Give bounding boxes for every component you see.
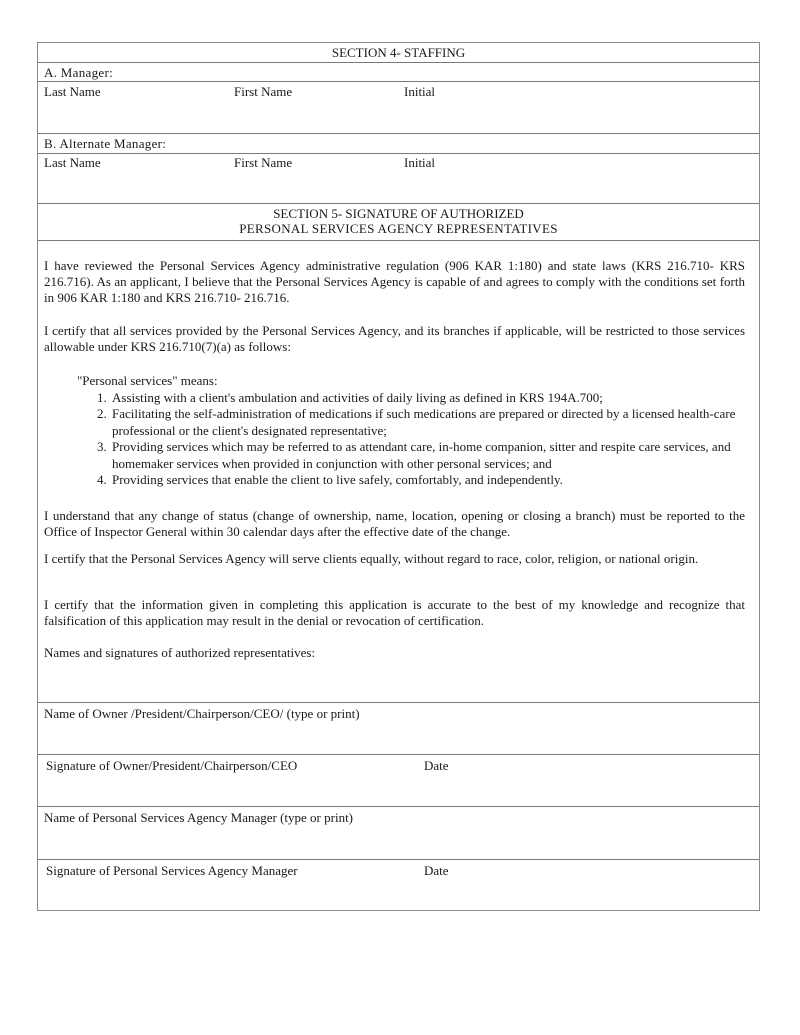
- list-item: 1. Assisting with a client's ambulation and activities of daily living as defined in KRS 194A.700;: [110, 390, 739, 407]
- list-item: 4. Providing services that enable the client to live safely, comfortably, and independently.: [110, 472, 739, 489]
- manager-first-name-label: First Name: [234, 84, 293, 99]
- manager-last-name-label: Last Name: [44, 84, 101, 99]
- manager-label-row: [38, 62, 759, 81]
- section5-body: [38, 240, 759, 702]
- owner-name-label: Name of Owner /President/Chairperson/CEO/ (type or print): [44, 706, 360, 721]
- personal-services-lead: "Personal services" means:: [77, 373, 218, 388]
- manager-name-print-field[interactable]: [38, 806, 759, 859]
- manager-label: A. Manager:: [44, 65, 113, 80]
- owner-name-field[interactable]: [38, 702, 759, 754]
- manager-initial-label: Initial: [404, 84, 436, 99]
- alternate-last-name-label: Last Name: [44, 155, 101, 170]
- paragraph-change-of-status: I understand that any change of status (change of ownership, name, location, opening or closing a branch) must be reported to the Office of Inspector General within 30 calendar days after the effective date of the change.: [44, 508, 745, 539]
- paragraph-accuracy: I certify that the information given in completing this application is accurate to the best of my knowledge and recognize that falsification of this application may result in the denial or revocation of certification.: [44, 597, 745, 628]
- section5-title-line2: PERSONAL SERVICES AGENCY REPRESENTATIVES: [239, 221, 558, 236]
- alternate-manager-label: B. Alternate Manager:: [44, 136, 167, 151]
- section5-title-line1: SECTION 5- SIGNATURE OF AUTHORIZED: [273, 206, 524, 221]
- paragraph-names-signatures: Names and signatures of authorized representatives:: [44, 645, 316, 660]
- section4-title: SECTION 4- STAFFING: [331, 45, 466, 60]
- list-item: 3. Providing services which may be referred to as attendant care, in-home companion, sitter and respite care services, and homemaker services when provided in conjunction with other personal services; and: [110, 439, 739, 472]
- section5-header: [38, 203, 759, 240]
- alternate-manager-label-row: [38, 133, 759, 153]
- alternate-manager-name-field[interactable]: [38, 153, 759, 203]
- list-item: 2. Facilitating the self-administration of medications if such medications are prepared or directed by a licensed health-care professional or the client's designated representative;: [110, 406, 739, 439]
- paragraph-certify-services: I certify that all services provided by the Personal Services Agency, and its branches if applicable, will be restricted to those services allowable under KRS 216.710(7)(a) as follows:: [44, 323, 745, 354]
- alternate-initial-label: Initial: [404, 155, 436, 170]
- section4-header: [38, 43, 759, 62]
- manager-name-field[interactable]: [38, 81, 759, 133]
- staffing-signature-form: [37, 42, 760, 911]
- owner-date-label: Date: [424, 758, 449, 773]
- paragraph-reviewed: I have reviewed the Personal Services Agency administrative regulation (906 KAR 1:180) and state laws (KRS 216.710- KRS 216.716). As an applicant, I believe that the Personal Services Agency is capable of and agrees to comply with the conditions set forth in 906 KAR 1:180 and KRS 216.710- 216.716.: [44, 258, 745, 305]
- manager-date-label: Date: [424, 863, 449, 878]
- alternate-first-name-label: First Name: [234, 155, 293, 170]
- manager-signature-label: Signature of Personal Services Agency Manager: [46, 863, 298, 878]
- personal-services-list: [77, 373, 739, 489]
- owner-signature-label: Signature of Owner/President/Chairperson/CEO: [46, 758, 298, 773]
- paragraph-equal-service: I certify that the Personal Services Agency will serve clients equally, without regard to race, color, religion, or national origin.: [44, 551, 699, 566]
- manager-signature-field[interactable]: [38, 859, 759, 911]
- manager-name-print-label: Name of Personal Services Agency Manager (type or print): [44, 810, 354, 825]
- owner-signature-field[interactable]: [38, 754, 759, 806]
